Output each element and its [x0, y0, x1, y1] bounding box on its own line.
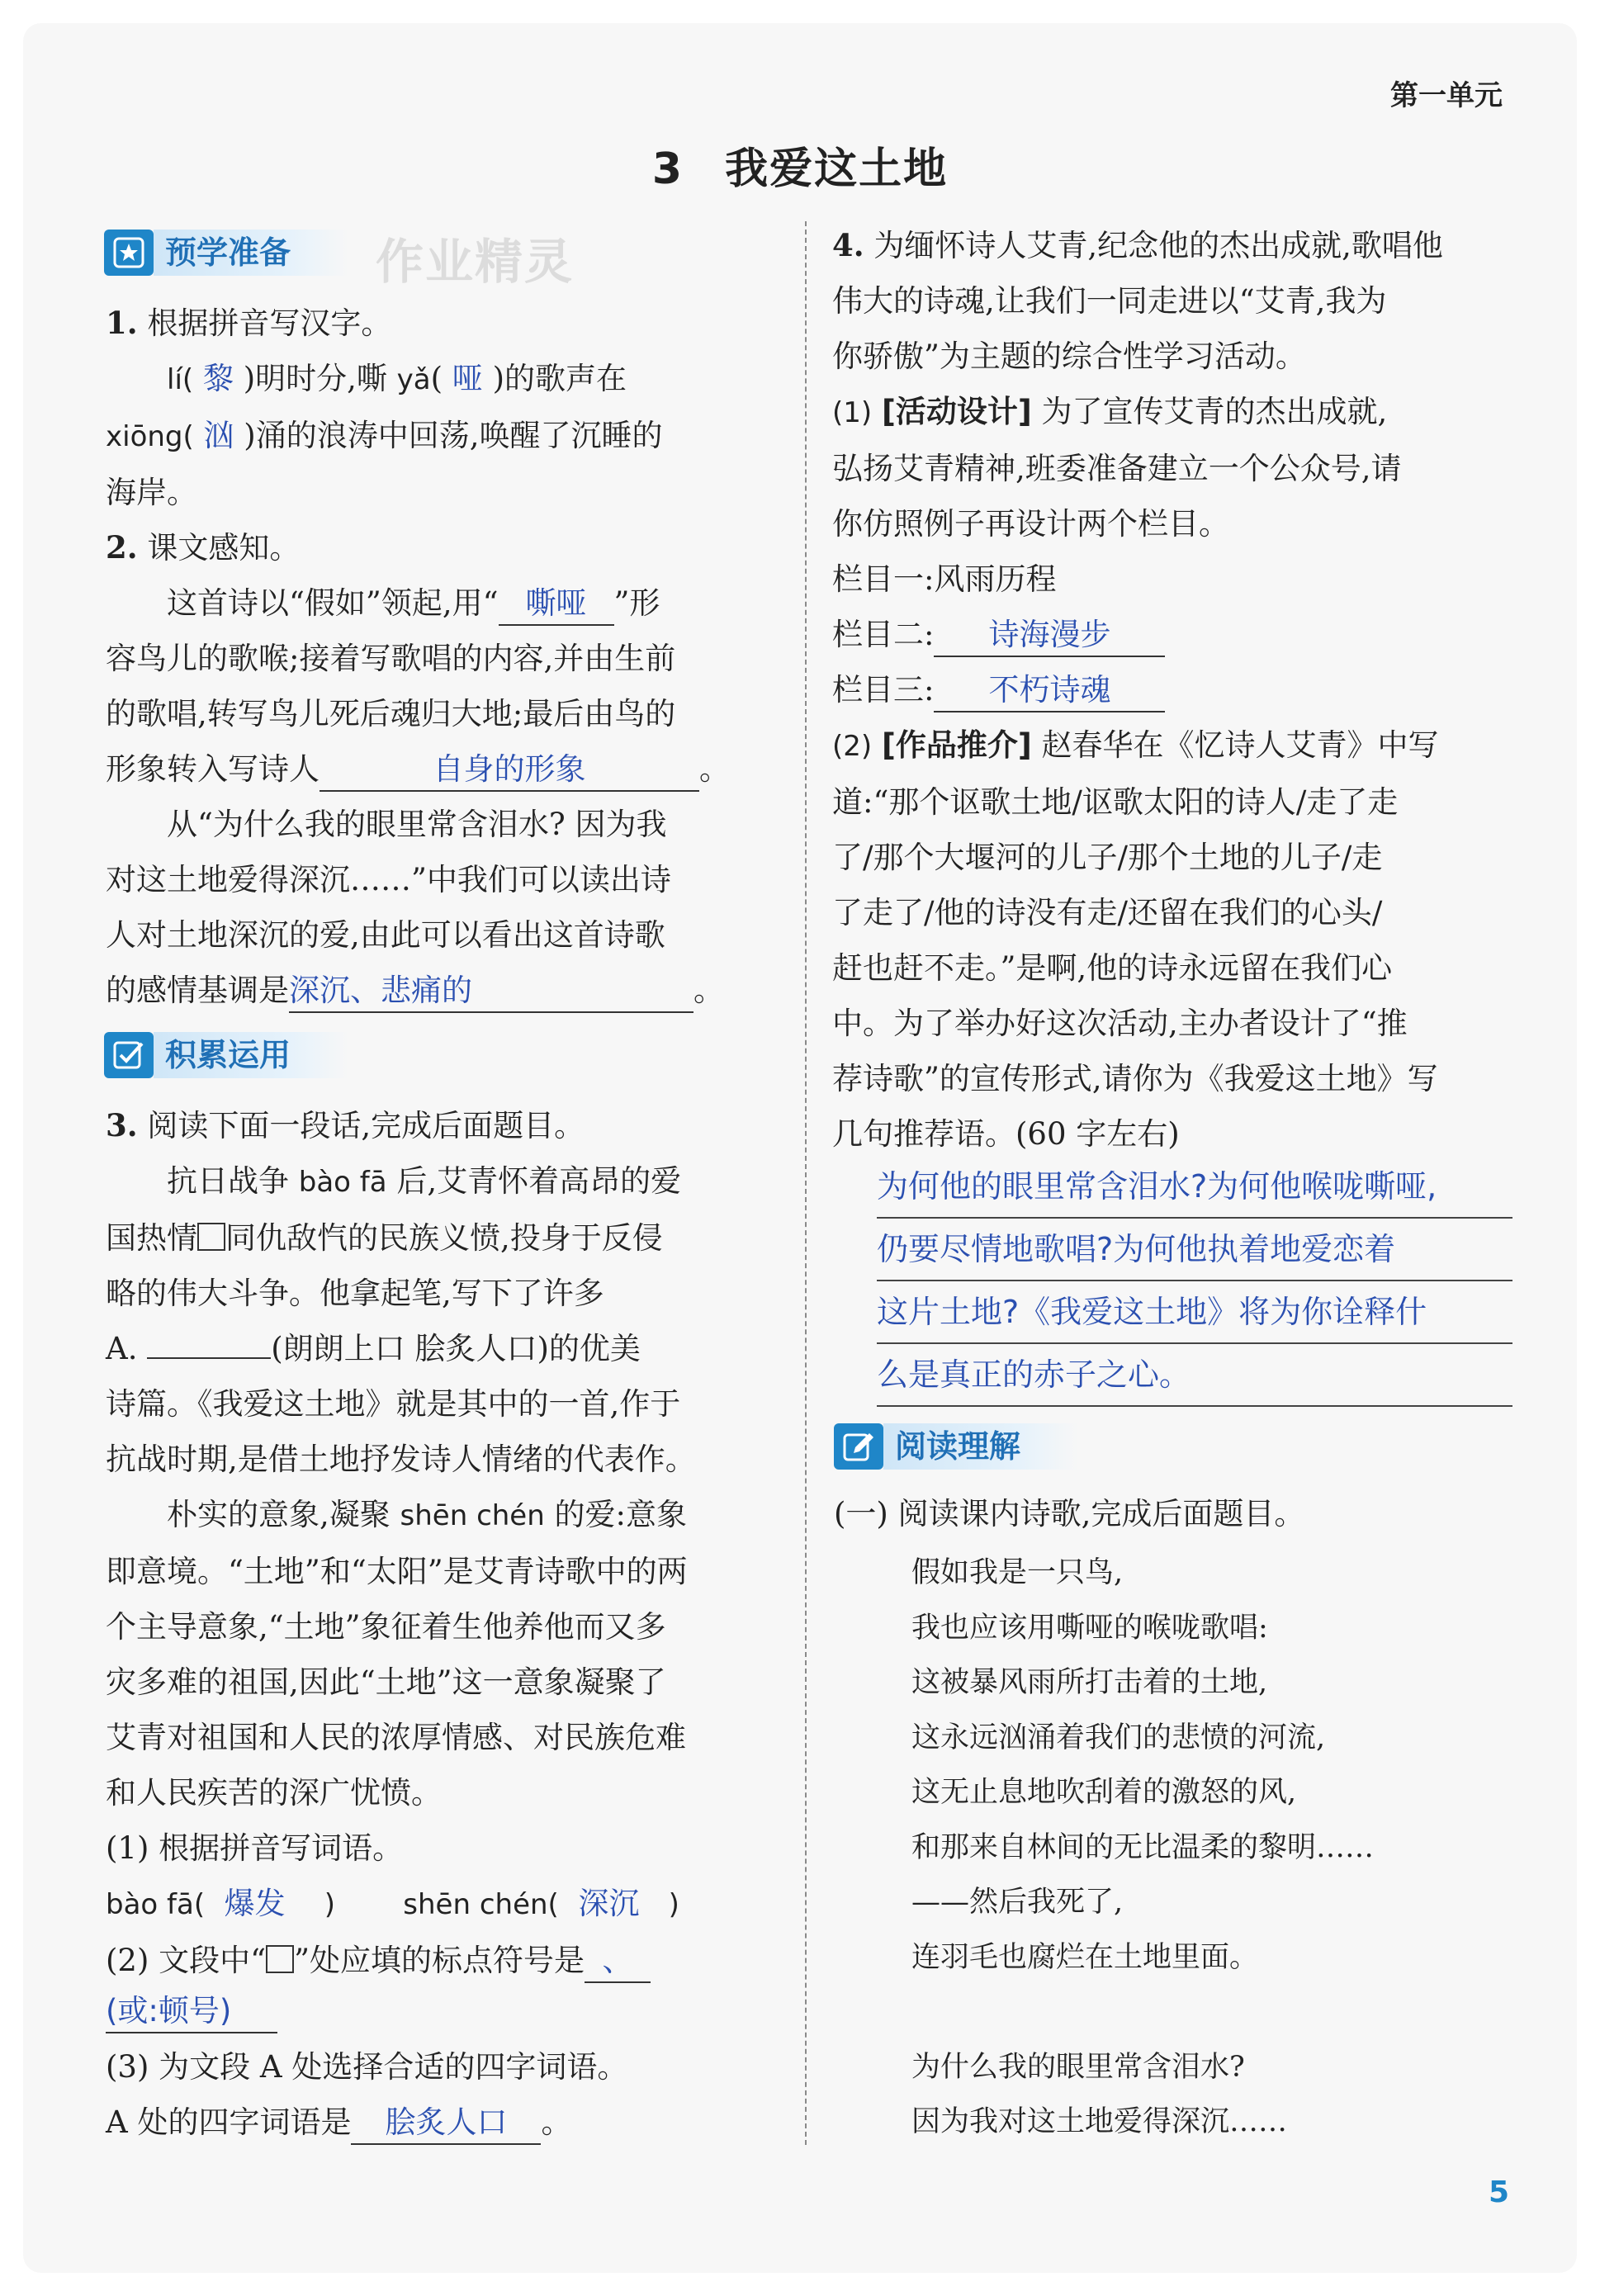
answer-shenchen: 深沉	[578, 1886, 640, 1921]
column-2-answer: 诗海漫步	[934, 614, 1165, 657]
answer-line: 这片土地?《我爱这土地》将为你诠释什	[877, 1281, 1512, 1344]
q3-para2-line5: 艾青对祖国和人民的浓厚情感、对民族危难	[106, 1720, 686, 1755]
q1-prompt: 1. 根据拼音写汉字。	[106, 305, 392, 341]
q4-sub2-line8: 几句推荐语。(60 字左右)	[832, 1116, 1180, 1152]
q2-answer-2: 自身的形象	[320, 749, 699, 792]
q2-para2-line2: 对这土地爱得深沉……”中我们可以读出诗	[106, 862, 671, 897]
answer-line: 为何他的眼里常含泪水?为何他喉咙嘶哑,	[877, 1156, 1512, 1219]
q3-para1-line1: 抗日战争 bào fā 后,艾青怀着高昂的爱	[167, 1163, 682, 1199]
q3-prompt: 3. 阅读下面一段话,完成后面题目。	[106, 1107, 585, 1143]
column-2: 栏目二: 诗海漫步	[832, 607, 1517, 662]
q4-line-3: 你骄傲”为主题的综合性学习活动。	[832, 338, 1306, 374]
section-header-reading	[834, 1423, 1078, 1470]
answer-line: 仍要尽情地歌唱?为何他执着地爱恋着	[877, 1219, 1512, 1281]
pencil-icon	[834, 1423, 883, 1470]
reading-intro: (一) 阅读课内诗歌,完成后面题目。	[834, 1496, 1305, 1531]
q4-sub2-line7: 荐诗歌”的宣传形式,请你为《我爱这土地》写	[832, 1061, 1438, 1096]
answer-ya: 哑	[452, 361, 483, 396]
lesson-number: 3	[651, 144, 684, 194]
right-column	[832, 218, 1517, 1162]
recommendation-answer	[877, 1156, 1512, 1407]
q3-para1-line6: 抗战时期,是借土地抒发诗人情绪的代表作。	[106, 1442, 696, 1477]
q1-line-3: 海岸。	[106, 475, 197, 510]
q2-para1-line3: 的歌唱,转写鸟儿死后魂归大地;最后由鸟的	[106, 696, 676, 731]
lesson-title-text: 我爱这土地	[725, 144, 949, 194]
work-intro-tag: [作品推介]	[881, 727, 1032, 763]
q2-para2-line3: 人对土地深沉的爱,由此可以看出这首诗歌	[106, 917, 665, 953]
unit-label: 第一单元	[1390, 79, 1503, 112]
q4-sub1-line2: 弘扬艾青精神,班委准备建立一个公众号,请	[832, 451, 1402, 486]
answer-xiong: 汹	[203, 418, 234, 453]
q2-para2-line1: 从“为什么我的眼里常含泪水? 因为我	[167, 807, 667, 842]
q3-para2-line1: 朴实的意象,凝聚 shēn chén 的爱:意象	[167, 1497, 688, 1532]
q2-para2-line4: 的感情基调是深沉、悲痛的 。	[106, 963, 776, 1018]
column-3-answer: 不朽诗魂	[934, 670, 1165, 712]
q3-sub2: (2) 文段中“ ”处应填的标点符号是 、	[106, 1933, 776, 1988]
answer-li: 黎	[202, 361, 234, 396]
punctuation-box	[197, 1223, 225, 1251]
column-divider	[805, 221, 807, 2145]
q2-prompt: 2. 课文感知。	[106, 529, 301, 566]
lesson-title	[0, 134, 1600, 196]
column-3: 栏目三: 不朽诗魂	[832, 662, 1517, 717]
q3-sub3-answer: 脍炙人口	[351, 2102, 541, 2145]
answer-baofa: 爆发	[224, 1886, 286, 1921]
q2-para1-line1: 这首诗以“假如”领起,用“ 嘶哑 ”形	[106, 575, 776, 631]
activity-design-tag: [活动设计]	[881, 394, 1032, 429]
q3-sub3: (3) 为文段 A 处选择合适的四字词语。	[106, 2049, 628, 2085]
q3-sub1: (1) 根据拼音写词语。	[106, 1830, 404, 1866]
q3-para2-line4: 灾多难的祖国,因此“土地”这一意象凝聚了	[106, 1664, 666, 1700]
poem-line: ——然后我死了,	[911, 1886, 1124, 1919]
q4-line-1: 4. 为缅怀诗人艾青,纪念他的杰出成就,歌唱他	[832, 227, 1443, 263]
poem-line: 为什么我的眼里常含泪水?	[911, 2050, 1245, 2084]
poem-line: 这无止息地吹刮着的激怒的风,	[911, 1776, 1297, 1809]
q1-line-2: xiōng( 汹 )涌的浪涛中回荡,唤醒了沉睡的	[106, 418, 663, 453]
column-1: 栏目一:风雨历程	[832, 561, 1057, 597]
q3-para2-line3: 个主导意象,“土地”象征着生他养他而又多	[106, 1609, 666, 1645]
q4-sub2-line2: 道:“那个讴歌土地/讴歌太阳的诗人/走了走	[832, 784, 1399, 820]
q3-para1-line3: 略的伟大斗争。他拿起笔,写下了许多	[106, 1276, 604, 1311]
q4-sub2-line3: 了/那个大堰河的儿子/那个土地的儿子/走	[832, 840, 1383, 875]
q4-sub1-line1: (1) [活动设计] 为了宣传艾青的杰出成就,	[832, 394, 1388, 429]
q3-para2-line6: 和人民疾苦的深广忧愤。	[106, 1775, 442, 1811]
q4-line-2: 伟大的诗魂,让我们一同走进以“艾青,我为	[832, 283, 1387, 319]
poem-line: 假如我是一只鸟,	[911, 1556, 1124, 1589]
blank-a	[147, 1357, 271, 1359]
q4-sub2-line5: 赶也赶不走。”是啊,他的诗永远留在我们心	[832, 950, 1393, 986]
watermark: 作业精灵	[376, 234, 575, 290]
q2-para1-line2: 容鸟儿的歌喉;接着写歌唱的内容,并由生前	[106, 641, 676, 676]
poem-line: 连羽毛也腐烂在土地里面。	[911, 1940, 1259, 1974]
q3-sub3-answer-line: A 处的四字词语是 脍炙人口 。	[106, 2095, 776, 2150]
q2-answer-3: 深沉、悲痛的	[289, 970, 693, 1013]
q2-answer-1: 嘶哑	[499, 583, 614, 626]
q4-sub2-line4: 了走了/他的诗没有走/还留在我们的心头/	[832, 895, 1383, 930]
q3-para1-line5: 诗篇。《我爱这土地》就是其中的一首,作于	[106, 1386, 681, 1422]
poem-line: 和那来自林间的无比温柔的黎明……	[911, 1830, 1375, 1864]
q4-sub2-line6: 中。为了举办好这次活动,主办者设计了“推	[832, 1006, 1408, 1041]
q4-sub2-line1: (2) [作品推介] 赵春华在《忆诗人艾青》中写	[832, 727, 1439, 763]
checkbox-icon	[104, 1032, 154, 1078]
q3-sub2-line2	[106, 1988, 776, 2034]
poem-line: 我也应该用嘶哑的喉咙歌唱:	[911, 1611, 1268, 1645]
star-icon	[104, 230, 154, 276]
section-header-preview	[104, 230, 348, 276]
q3-sub1-answers: bào fā( 爆发 ) shēn chén( 深沉 )	[106, 1886, 679, 1921]
left-column	[106, 296, 776, 1018]
q1-line-1: lí( 黎 )明时分,嘶 yǎ( 哑 )的歌声在	[167, 361, 627, 396]
poem-line: 这被暴风雨所打击着的土地,	[911, 1666, 1268, 1699]
poem-line	[911, 1985, 1522, 2040]
poem	[911, 1546, 1522, 2150]
section-title-practice: 积累运用	[154, 1032, 348, 1078]
poem-line: 因为我对这土地爱得深沉……	[911, 2105, 1288, 2138]
q3-para2-line2: 即意境。“土地”和“太阳”是艾青诗歌中的两	[106, 1554, 688, 1589]
section-title-preview: 预学准备	[154, 230, 348, 276]
page-number: 5	[1488, 2175, 1509, 2209]
q3-sub2-answer-cont: (或:顿号)	[106, 1991, 277, 2033]
q4-sub1-line3: 你仿照例子再设计两个栏目。	[832, 506, 1229, 542]
q3-para1-line4: A. (朗朗上口 脍炙人口)的优美	[106, 1331, 641, 1366]
left-column-q3	[106, 1098, 776, 2150]
q3-sub2-answer: 、	[585, 1940, 651, 1983]
q2-para1-line4: 形象转入写诗人 自身的形象 。	[106, 741, 776, 797]
poem-line: 这永远汹涌着我们的悲愤的河流,	[911, 1721, 1326, 1754]
q3-para1-line2: 国热情 同仇敌忾的民族义愤,投身于反侵	[106, 1220, 663, 1256]
section-header-practice	[104, 1032, 348, 1078]
section-title-reading: 阅读理解	[883, 1423, 1078, 1470]
answer-line: 么是真正的赤子之心。	[877, 1344, 1512, 1407]
